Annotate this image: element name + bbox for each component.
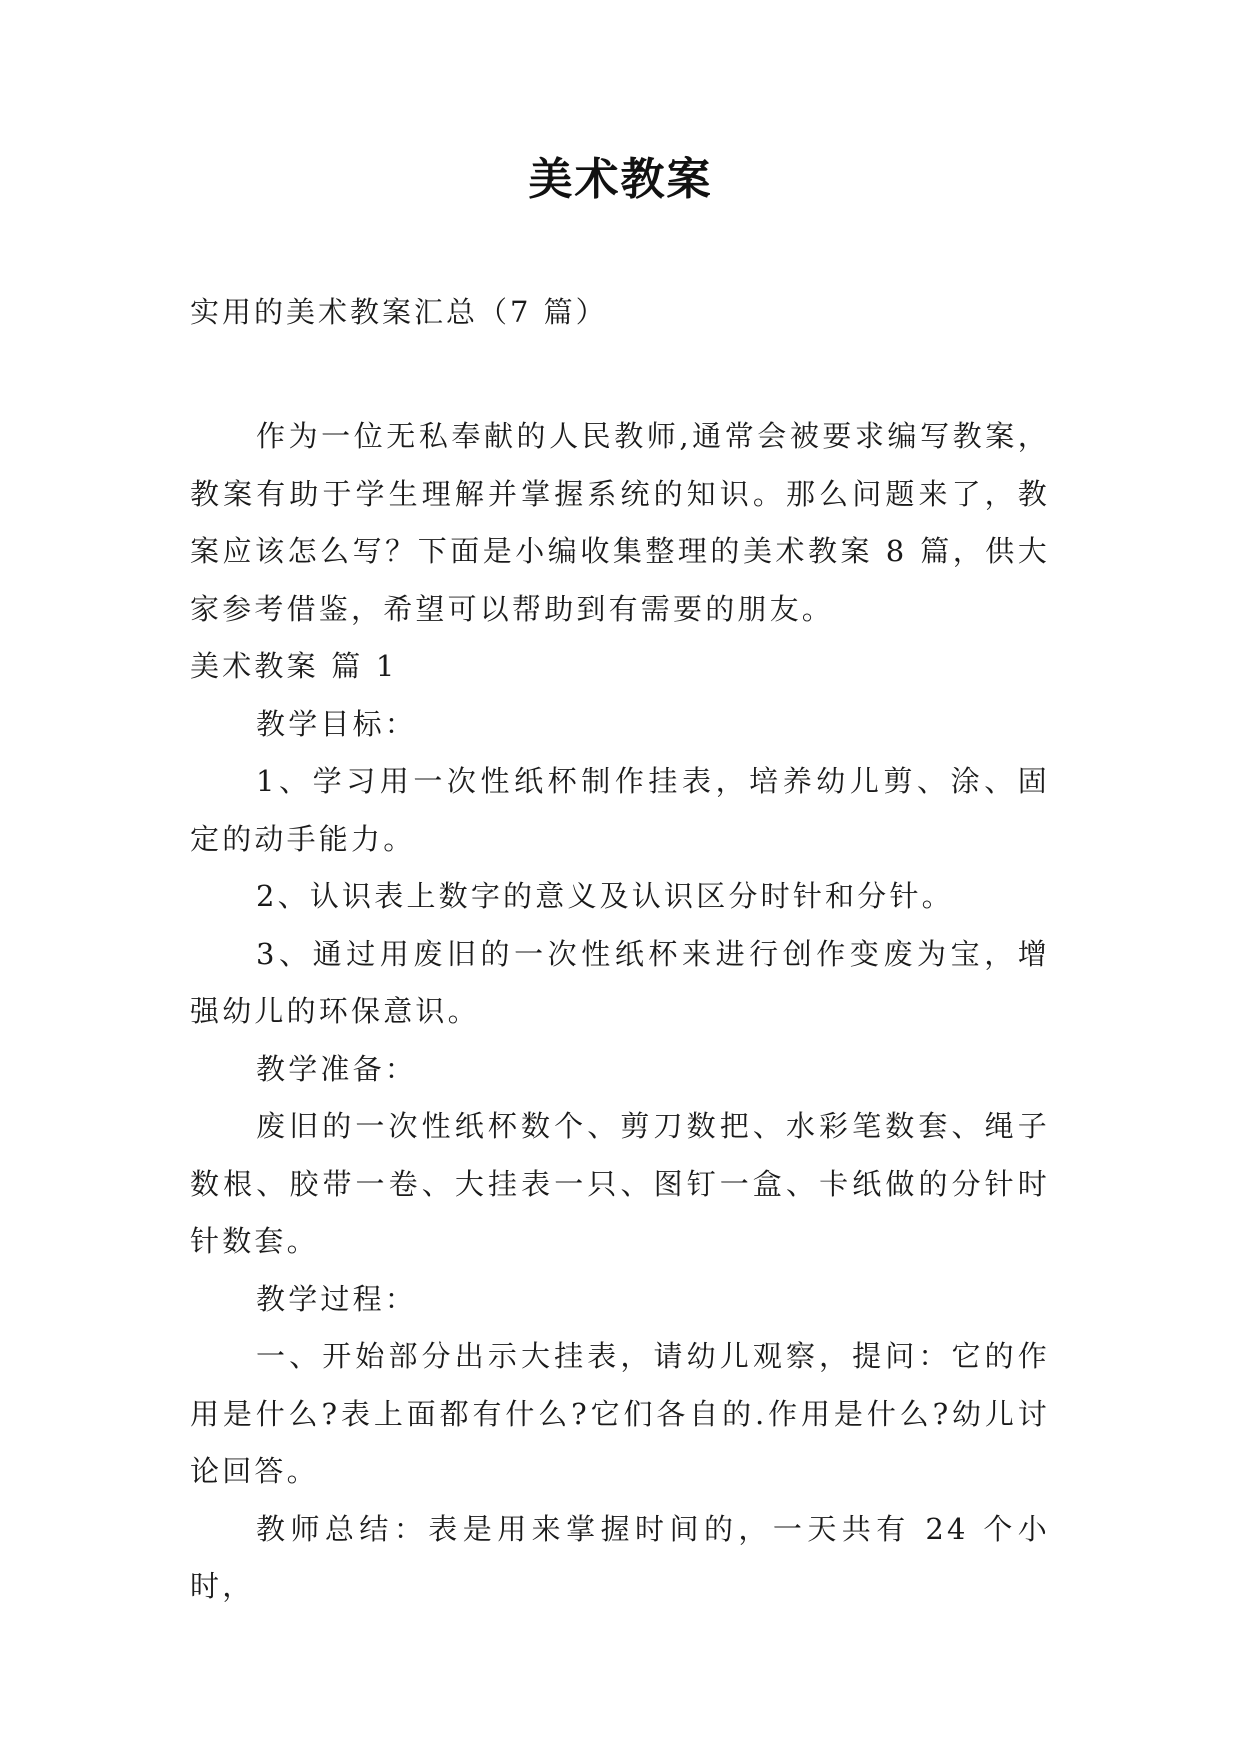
process-paragraph: 一、开始部分出示大挂表，请幼儿观察，提问：它的作用是什么?表上面都有什么?它们各自的.作用是什么?幼儿讨论回答。 — [190, 1339, 1050, 1488]
prep-paragraph: 废旧的一次性纸杯数个、剪刀数把、水彩笔数套、绳子数根、胶带一卷、大挂表一只、图钉一盒、卡纸做的分针时针数套。 — [190, 1109, 1050, 1258]
document-body — [190, 408, 1050, 1616]
summary-paragraph: 教师总结：表是用来掌握时间的，一天共有 24 个小时， — [190, 1511, 1050, 1603]
document-title: 美术教案 — [528, 154, 713, 205]
goal-item: 3、通过用废旧的一次性纸杯来进行创作变废为宝，增强幼儿的环保意识。 — [190, 936, 1050, 1028]
intro-paragraph: 作为一位无私奉献的人民教师,通常会被要求编写教案，教案有助于学生理解并掌握系统的知识。那么问题来了，教案应该怎么写？下面是小编收集整理的美术教案 8 篇，供大家参考借鉴，希望可以帮助到有需要的朋友。 — [190, 419, 1050, 626]
section-heading: 美术教案 篇 1 — [190, 649, 398, 683]
teaching-process-heading: 教学过程： — [256, 1281, 418, 1316]
teaching-prep-heading: 教学准备： — [256, 1051, 418, 1086]
document-subtitle: 实用的美术教案汇总（7 篇） — [190, 295, 608, 329]
goal-item: 2、认识表上数字的意义及认识区分时针和分针。 — [256, 879, 954, 913]
goal-item: 1、学习用一次性纸杯制作挂表，培养幼儿剪、涂、固定的动手能力。 — [190, 764, 1050, 856]
teaching-goals-heading: 教学目标： — [256, 706, 418, 741]
